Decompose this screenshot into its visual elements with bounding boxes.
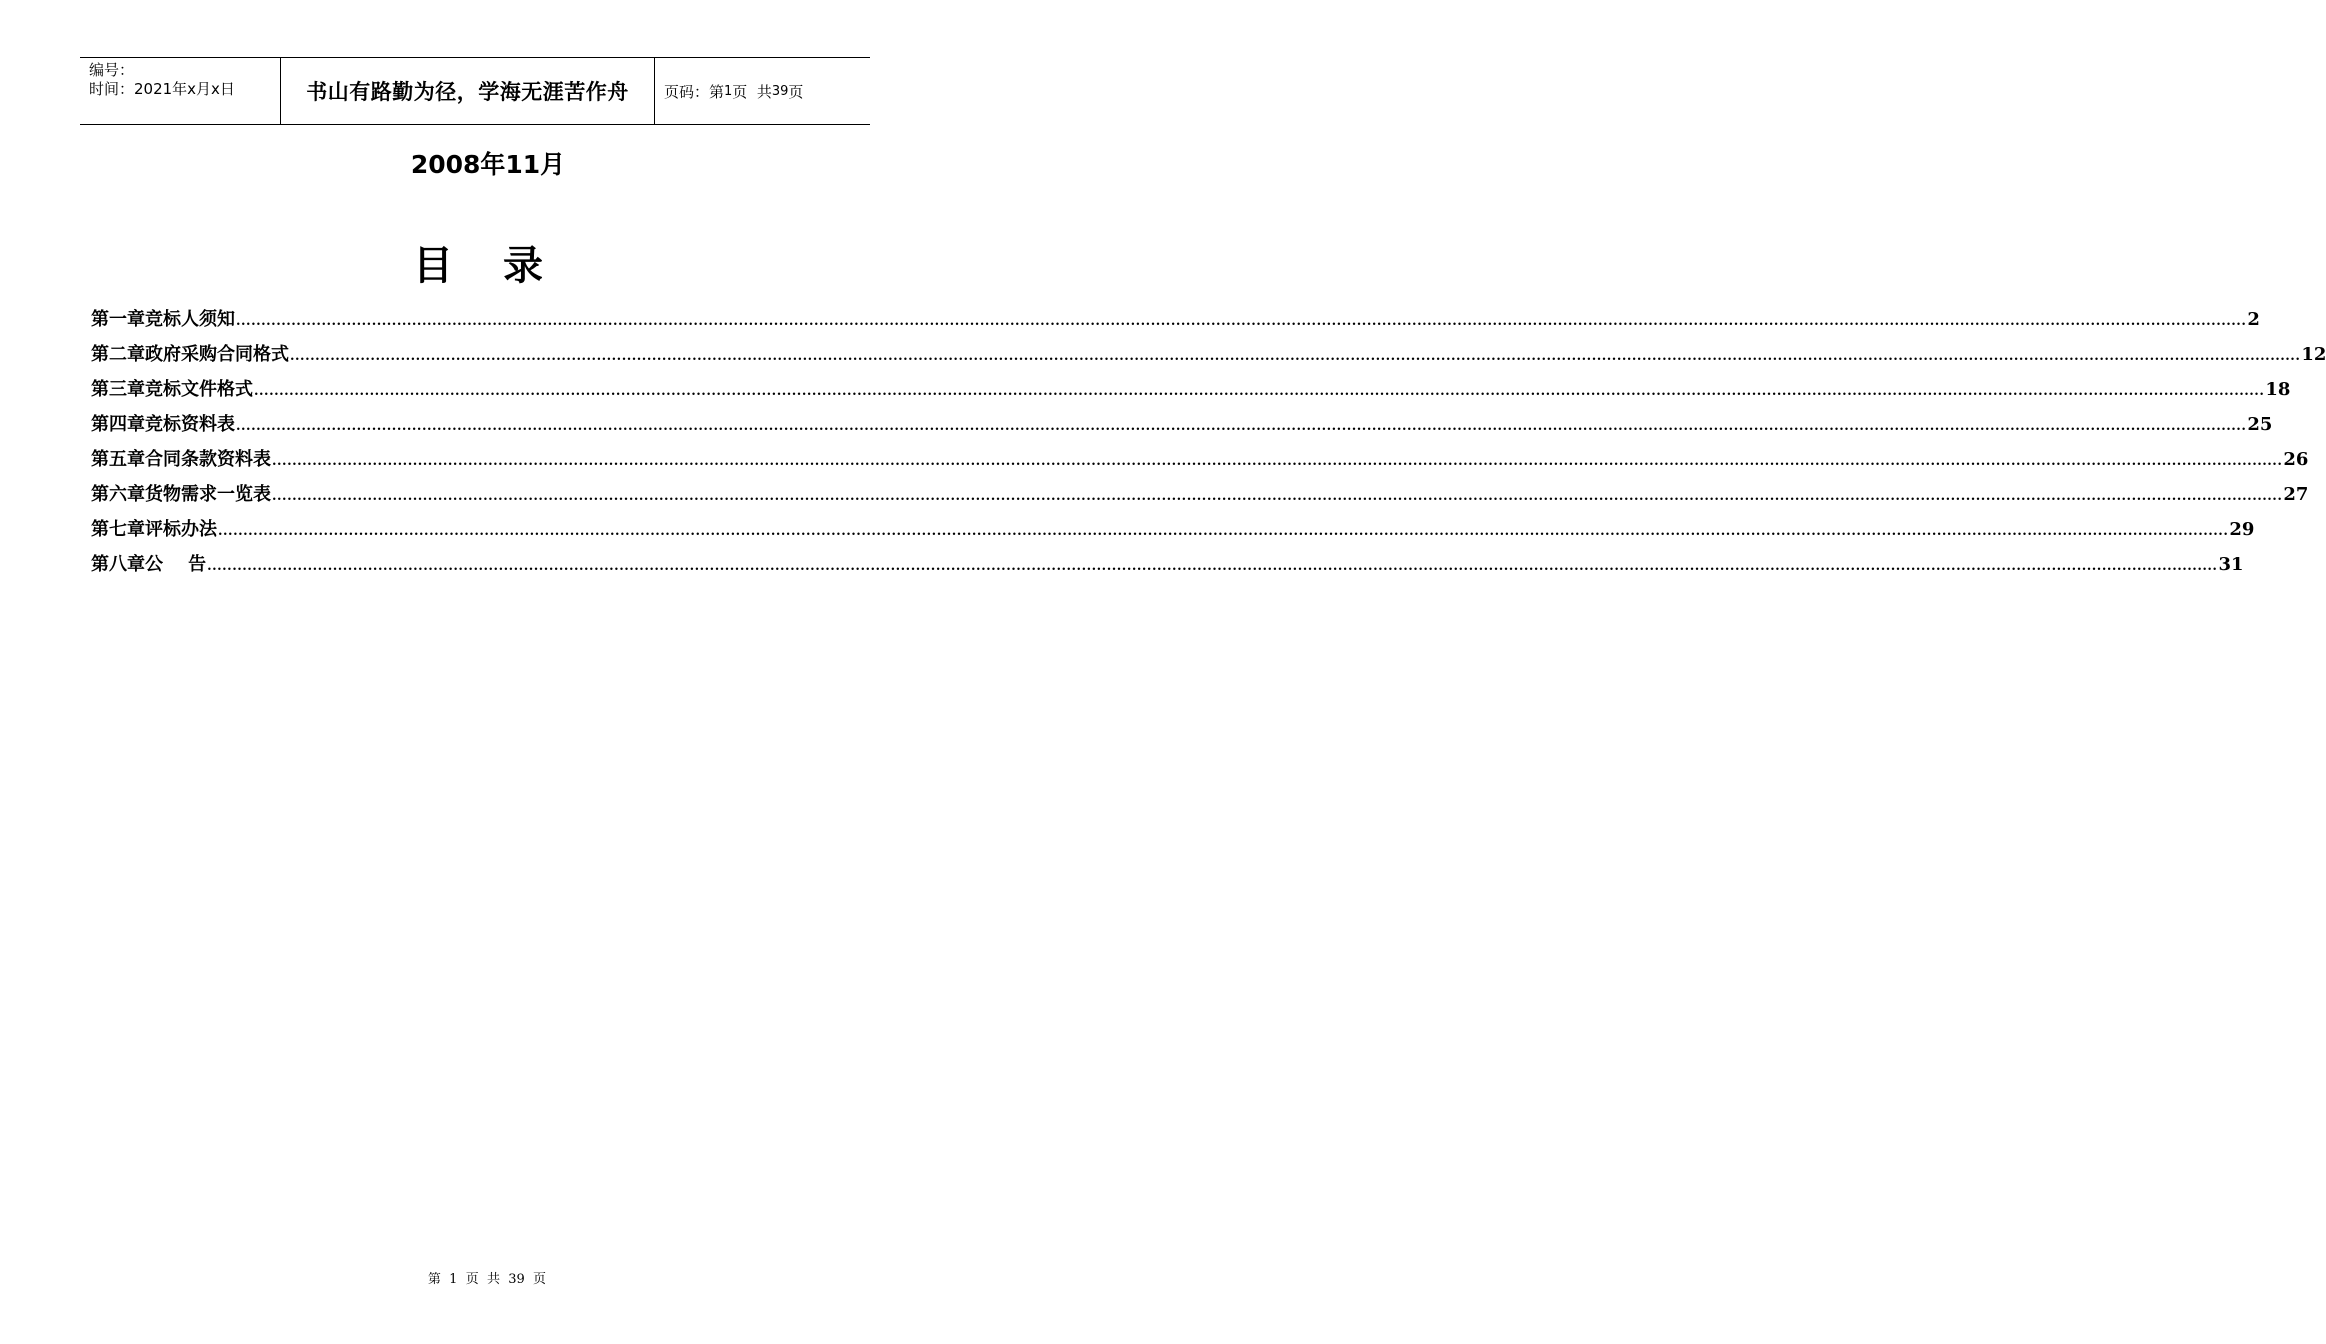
header-motto: 书山有路勤为径，学海无涯苦作舟	[281, 58, 655, 124]
toc-leader-dots: ................................................................................................................................................................................................................................................................................................................................................................................................................	[207, 559, 2218, 574]
toc-page-number: 12	[2301, 344, 2326, 365]
toc-page-number: 25	[2247, 414, 2273, 435]
toc-page-number: 29	[2229, 519, 2255, 540]
toc-entry[interactable]	[91, 412, 2273, 447]
toc-chapter-label: 第三章	[91, 379, 145, 400]
toc-chapter-name: 竞标人须知	[145, 309, 235, 330]
toc-entry[interactable]	[91, 552, 2244, 587]
header-meta	[80, 58, 281, 124]
toc-leader-dots: ................................................................................................................................................................................................................................................................................................................................................................................................................	[236, 314, 2247, 329]
page-footer: 第 1 页 共 39 页	[427, 1272, 547, 1287]
toc-chapter-name: 竞标资料表	[145, 414, 235, 435]
toc-chapter-name: 货物需求一览表	[145, 484, 271, 505]
toc-chapter-label: 第六章	[91, 484, 145, 505]
header-page-info	[655, 58, 870, 124]
toc-chapter-name: 公 告	[145, 554, 207, 575]
toc-leader-dots: ................................................................................................................................................................................................................................................................................................................................................................................................................	[272, 454, 2283, 469]
toc-entry[interactable]	[91, 377, 2291, 412]
toc-page-number: 27	[2283, 484, 2309, 505]
toc-chapter-name: 评标办法	[145, 519, 217, 540]
toc-entry[interactable]	[91, 342, 2326, 377]
toc-leader-dots: ................................................................................................................................................................................................................................................................................................................................................................................................................	[218, 524, 2229, 539]
toc-chapter-label: 第四章	[91, 414, 145, 435]
toc-chapter-label: 第五章	[91, 449, 145, 470]
toc-chapter-label: 第一章	[91, 309, 145, 330]
toc-entry[interactable]	[91, 447, 2309, 482]
toc-entry[interactable]	[91, 482, 2309, 517]
toc-leader-dots: ................................................................................................................................................................................................................................................................................................................................................................................................................	[236, 419, 2247, 434]
page-suffix: 页	[788, 82, 804, 101]
toc-chapter-name: 政府采购合同格式	[145, 344, 289, 365]
time-label: 时间：2021年x月x日	[89, 80, 235, 98]
toc-leader-dots: ................................................................................................................................................................................................................................................................................................................................................................................................................	[254, 384, 2265, 399]
toc-page-number: 31	[2218, 554, 2244, 575]
page-current: 1	[724, 83, 733, 99]
toc-chapter-name: 合同条款资料表	[145, 449, 271, 470]
toc-page-number: 26	[2283, 449, 2309, 470]
toc-entry[interactable]	[91, 307, 2260, 342]
toc-leader-dots: ................................................................................................................................................................................................................................................................................................................................................................................................................	[272, 489, 2283, 504]
number-label: 编号：	[89, 61, 135, 79]
page-total: 39	[771, 83, 789, 99]
toc-chapter-name: 竞标文件格式	[145, 379, 253, 400]
page-prefix: 页码：第	[664, 82, 725, 101]
toc-page-number: 2	[2247, 309, 2260, 330]
date-title: 2008年11月	[410, 150, 566, 179]
table-of-contents	[91, 307, 2326, 587]
toc-leader-dots: ................................................................................................................................................................................................................................................................................................................................................................................................................	[290, 349, 2301, 364]
page-header	[80, 57, 870, 125]
toc-chapter-label: 第七章	[91, 519, 145, 540]
toc-title: 目录	[413, 243, 593, 289]
toc-entry[interactable]	[91, 517, 2255, 552]
toc-chapter-label: 第二章	[91, 344, 145, 365]
toc-chapter-label: 第八章	[91, 554, 145, 575]
page-mid: 页 共	[732, 82, 772, 101]
toc-page-number: 18	[2265, 379, 2291, 400]
